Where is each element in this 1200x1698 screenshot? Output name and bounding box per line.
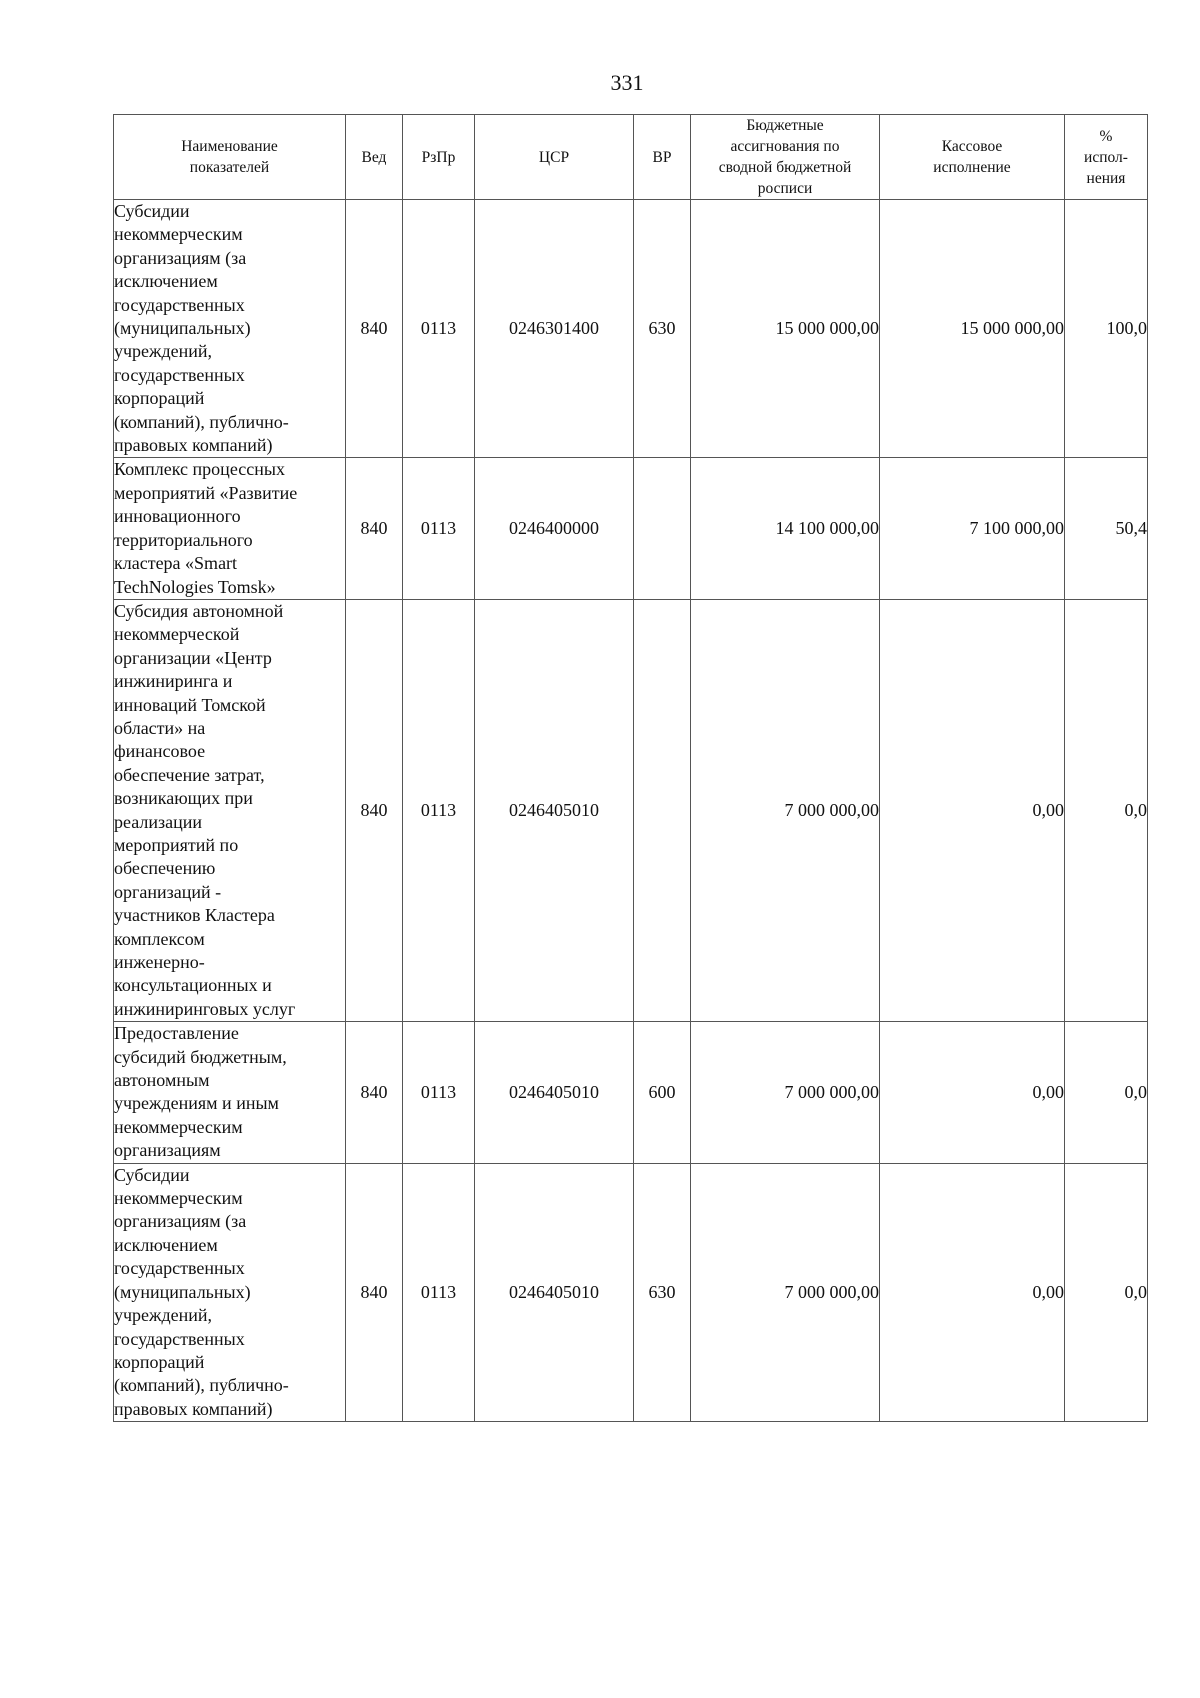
cell-ved: 840	[346, 1022, 403, 1163]
header-percent: % испол- нения	[1065, 115, 1148, 200]
cell-cash: 15 000 000,00	[880, 200, 1065, 458]
cell-name: Субсидии некоммерческим организациям (за исключением государственных (муниципальных) учреждений, государственных корпораций (компаний), публично- правовых компаний)	[114, 200, 346, 458]
page-number: 331	[610, 70, 644, 95]
cell-rzpr: 0113	[403, 599, 475, 1021]
cell-percent: 0,0	[1065, 1022, 1148, 1163]
cell-cash: 7 100 000,00	[880, 458, 1065, 599]
header-cash: Кассовое исполнение	[880, 115, 1065, 200]
table-row	[114, 1163, 1148, 1421]
cell-cash: 0,00	[880, 1163, 1065, 1421]
cell-name: Комплекс процессных мероприятий «Развитие инновационного территориального кластера «Smart TechNologies Tomsk»	[114, 458, 346, 599]
cell-percent: 50,4	[1065, 458, 1148, 599]
cell-budget: 14 100 000,00	[691, 458, 880, 599]
cell-rzpr: 0113	[403, 200, 475, 458]
cell-percent: 0,0	[1065, 599, 1148, 1021]
table-row	[114, 200, 1148, 458]
cell-budget: 15 000 000,00	[691, 200, 880, 458]
cell-vr: 630	[634, 1163, 691, 1421]
cell-ved: 840	[346, 1163, 403, 1421]
cell-percent: 0,0	[1065, 1163, 1148, 1421]
cell-name: Субсидия автономной некоммерческой организации «Центр инжиниринга и инноваций Томской области» на финансовое обеспечение затрат, возникающих при реализации мероприятий по обеспечению организаций - участников Кластера комплексом инженерно- консультационных и инжиниринговых услуг	[114, 599, 346, 1021]
cell-name: Субсидии некоммерческим организациям (за исключением государственных (муниципальных) учреждений, государственных корпораций (компаний), публично- правовых компаний)	[114, 1163, 346, 1421]
cell-csr: 0246405010	[475, 599, 634, 1021]
cell-csr: 0246405010	[475, 1163, 634, 1421]
cell-budget: 7 000 000,00	[691, 599, 880, 1021]
header-csr: ЦСР	[475, 115, 634, 200]
cell-ved: 840	[346, 599, 403, 1021]
cell-csr: 0246400000	[475, 458, 634, 599]
cell-ved: 840	[346, 200, 403, 458]
cell-name: Предоставление субсидий бюджетным, автономным учреждениям и иным некоммерческим организациям	[114, 1022, 346, 1163]
cell-rzpr: 0113	[403, 458, 475, 599]
cell-ved: 840	[346, 458, 403, 599]
table-header-row	[114, 115, 1148, 200]
header-name: Наименование показателей	[114, 115, 346, 200]
cell-vr: 630	[634, 200, 691, 458]
cell-vr: 600	[634, 1022, 691, 1163]
cell-csr: 0246405010	[475, 1022, 634, 1163]
cell-csr: 0246301400	[475, 200, 634, 458]
header-rzpr: РзПр	[403, 115, 475, 200]
header-ved: Вед	[346, 115, 403, 200]
cell-rzpr: 0113	[403, 1163, 475, 1421]
cell-cash: 0,00	[880, 599, 1065, 1021]
cell-percent: 100,0	[1065, 200, 1148, 458]
cell-budget: 7 000 000,00	[691, 1022, 880, 1163]
table-row	[114, 599, 1148, 1021]
cell-vr	[634, 599, 691, 1021]
cell-rzpr: 0113	[403, 1022, 475, 1163]
header-budget: Бюджетные ассигнования по сводной бюджетной росписи	[691, 115, 880, 200]
cell-budget: 7 000 000,00	[691, 1163, 880, 1421]
header-vr: ВР	[634, 115, 691, 200]
budget-execution-table	[113, 114, 1148, 1422]
table-row	[114, 458, 1148, 599]
table-row	[114, 1022, 1148, 1163]
cell-cash: 0,00	[880, 1022, 1065, 1163]
cell-vr	[634, 458, 691, 599]
